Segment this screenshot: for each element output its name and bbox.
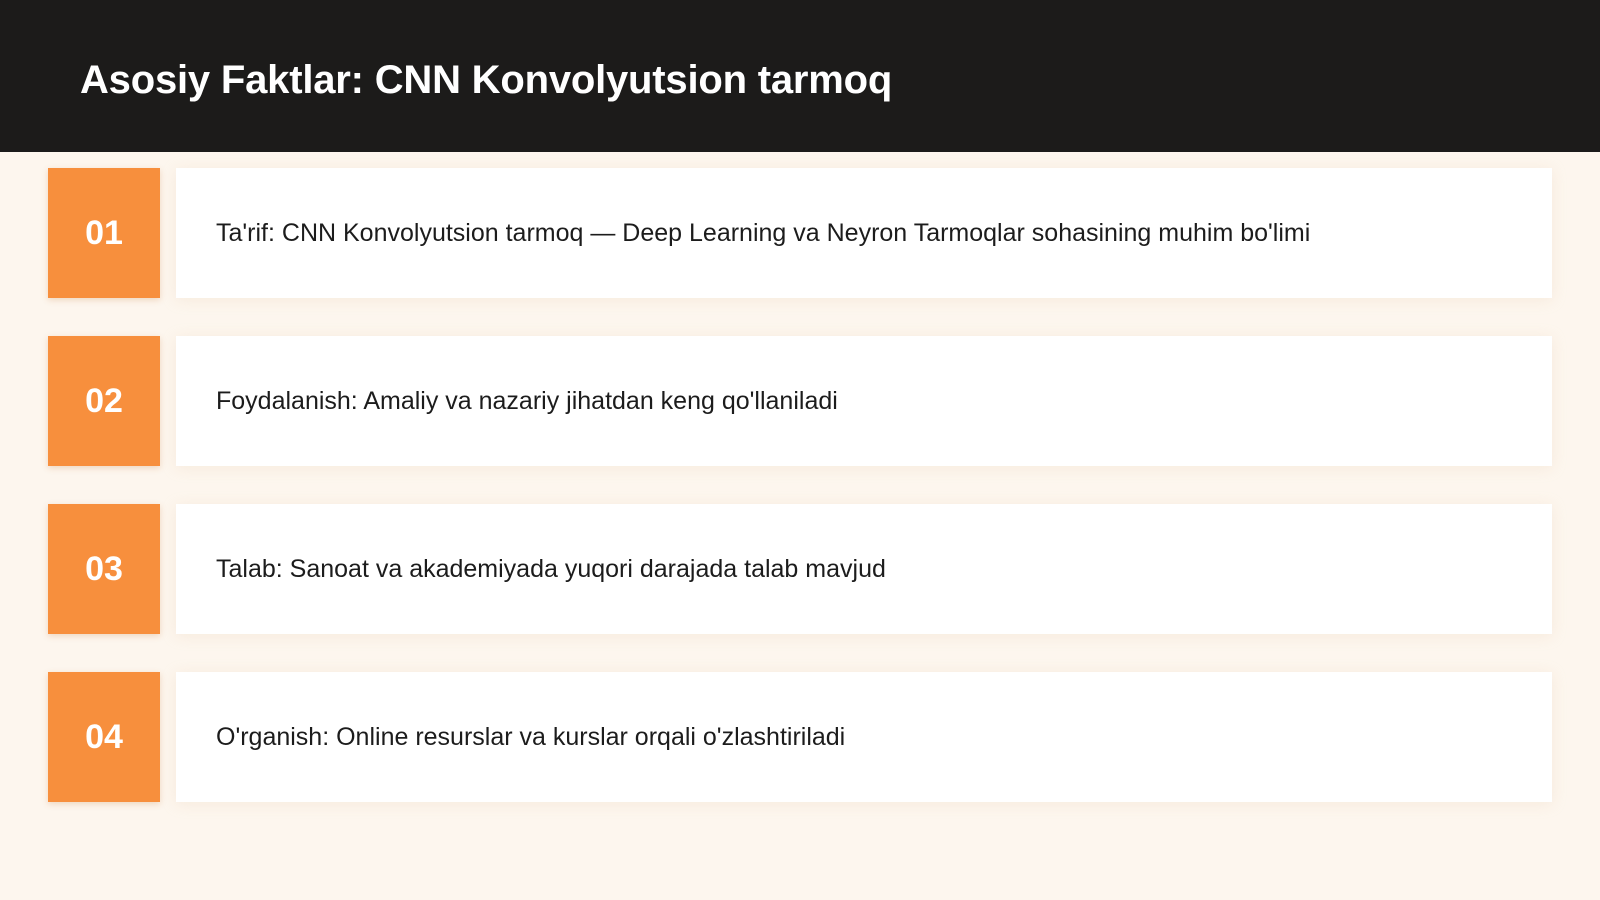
fact-number: 03 xyxy=(85,550,123,588)
number-badge xyxy=(48,168,160,298)
fact-text: O'rganish: Online resurslar va kurslar orqali o'zlashtiriladi xyxy=(216,723,846,751)
fact-number: 04 xyxy=(85,718,123,756)
fact-card xyxy=(176,672,1552,802)
fact-item-03 xyxy=(48,504,1552,634)
facts-list xyxy=(48,168,1552,840)
fact-text: Foydalanish: Amaliy va nazariy jihatdan keng qo'llaniladi xyxy=(216,387,838,415)
fact-item-04 xyxy=(48,672,1552,802)
fact-text: Talab: Sanoat va akademiyada yuqori darajada talab mavjud xyxy=(216,555,886,583)
fact-card xyxy=(176,168,1552,298)
header-bar xyxy=(0,0,1600,152)
fact-card xyxy=(176,336,1552,466)
number-badge xyxy=(48,504,160,634)
fact-item-02 xyxy=(48,336,1552,466)
fact-text: Ta'rif: CNN Konvolyutsion tarmoq — Deep Learning va Neyron Tarmoqlar sohasining muhim bo'limi xyxy=(216,219,1311,247)
fact-card xyxy=(176,504,1552,634)
fact-number: 02 xyxy=(85,382,123,420)
number-badge xyxy=(48,672,160,802)
fact-number: 01 xyxy=(85,214,123,252)
page-title: Asosiy Faktlar: CNN Konvolyutsion tarmoq xyxy=(80,58,893,102)
number-badge xyxy=(48,336,160,466)
fact-item-01 xyxy=(48,168,1552,298)
